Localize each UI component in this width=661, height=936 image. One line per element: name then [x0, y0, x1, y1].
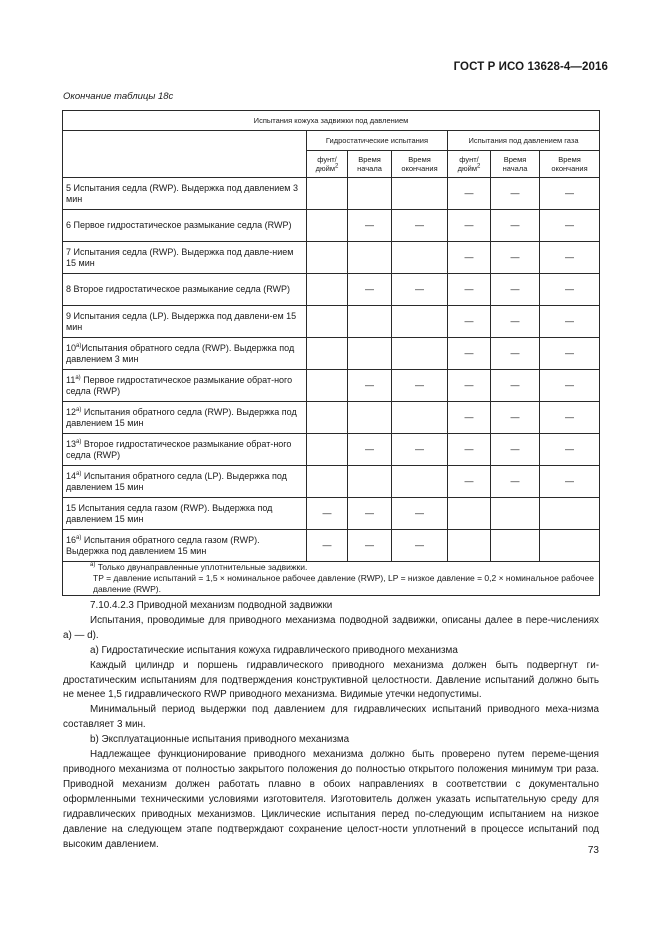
row-cell — [307, 434, 348, 466]
row-cell: — — [448, 466, 491, 498]
row-cell: — — [491, 210, 540, 242]
row-label: 14$^{a)}$ Испытания обратного седла (LP). Выдержка под давлением 15 мин — [63, 466, 307, 498]
test-table — [62, 110, 600, 596]
row-cell — [307, 402, 348, 434]
row-cell — [307, 370, 348, 402]
row-label: 15 Испытания седла газом (RWP). Выдержка под давлением 15 мин — [63, 498, 307, 530]
col-end-gas: Время окончания — [540, 151, 600, 178]
row-label: 8 Второе гидростатическое размыкание седла (RWP) — [63, 274, 307, 306]
row-cell — [307, 274, 348, 306]
list-item-b-heading: b) Эксплуатационные испытания приводного механизма — [90, 734, 350, 746]
row-cell: — — [491, 338, 540, 370]
row-cell — [307, 178, 348, 210]
row-cell: — — [540, 434, 600, 466]
row-cell: — — [448, 210, 491, 242]
row-cell: — — [348, 370, 392, 402]
note-a: $^{a)}$ Только двунаправленные уплотнительные задвижки. — [90, 562, 308, 572]
row-label: 6 Первое гидростатическое размыкание седла (RWP) — [63, 210, 307, 242]
row-label: 7 Испытания седла (RWP). Выдержка под давле-нием 15 мин — [63, 242, 307, 274]
row-cell: — — [540, 338, 600, 370]
row-cell — [307, 210, 348, 242]
row-cell: — — [540, 306, 600, 338]
row-cell — [448, 498, 491, 530]
row-cell — [392, 466, 448, 498]
col-end-hydro: Время окончания — [392, 151, 448, 178]
row-cell — [392, 402, 448, 434]
row-cell: — — [392, 434, 448, 466]
row-cell: — — [348, 530, 392, 562]
table-rows — [63, 178, 600, 562]
row-cell: — — [491, 178, 540, 210]
row-cell: — — [540, 274, 600, 306]
row-cell: — — [448, 242, 491, 274]
row-cell — [491, 498, 540, 530]
row-cell: — — [392, 274, 448, 306]
row-cell: — — [348, 274, 392, 306]
row-label: 11$^{a)}$ Первое гидростатическое размыкание обрат-ного седла (RWP) — [63, 370, 307, 402]
col-start-hydro: Время начала — [348, 151, 392, 178]
paragraph: Минимальный период выдержки под давлением для гидравлических испытаний приводного меха-низма составляет 3 мин. — [63, 704, 599, 731]
row-cell — [307, 466, 348, 498]
row-cell: — — [491, 274, 540, 306]
table-row — [63, 338, 600, 370]
table-row — [63, 210, 600, 242]
row-cell: — — [491, 434, 540, 466]
note-tp: TP = давление испытаний = 1,5 × номинальное рабочее давление (RWP), LP = низкое давление = 0,2 × номинальное рабочее давление (RWP). — [93, 573, 594, 594]
table-row — [63, 242, 600, 274]
row-label: 9 Испытания седла (LP). Выдержка под давлени-ем 15 мин — [63, 306, 307, 338]
group-hydro-header: Гидростатические испытания — [307, 131, 448, 151]
row-cell — [348, 242, 392, 274]
standard-code: ГОСТ Р ИСО 13628-4—2016 — [453, 61, 608, 73]
table-row — [63, 434, 600, 466]
col-psi-gas: фунт/ дюйм$^2$ — [448, 151, 491, 178]
row-cell: — — [540, 466, 600, 498]
table-row — [63, 402, 600, 434]
row-cell: — — [348, 210, 392, 242]
table-row — [63, 178, 600, 210]
table-row — [63, 466, 600, 498]
group-gas-header: Испытания под давлением газа — [448, 131, 600, 151]
row-cell: — — [540, 210, 600, 242]
row-label: 10$^{a)}$Испытания обратного седла (RWP). Выдержка под давлением 3 мин — [63, 338, 307, 370]
table-row — [63, 530, 600, 562]
row-label: 5 Испытания седла (RWP). Выдержка под давлением 3 мин — [63, 178, 307, 210]
table-row — [63, 498, 600, 530]
row-cell: — — [491, 242, 540, 274]
page-number: 73 — [587, 845, 599, 856]
section-heading: 7.10.4.2.3 Приводной механизм подводной задвижки — [90, 600, 333, 611]
table-row — [63, 274, 600, 306]
row-cell — [348, 466, 392, 498]
row-cell — [348, 402, 392, 434]
paragraph: Каждый цилиндр и поршень гидравлического приводного механизма должен быть подвергнут ги-дростатическим испытаниям для подтверждения конструктивной целостности. Давление испытаний должно быть не менее 1,5 гидравлического RWP приводного механизма. Видимые утечки недопустимы. — [63, 659, 599, 701]
row-cell — [491, 530, 540, 562]
table-row — [63, 370, 600, 402]
row-cell — [348, 306, 392, 338]
row-cell: — — [540, 242, 600, 274]
row-cell: — — [307, 530, 348, 562]
row-cell: — — [491, 370, 540, 402]
col-start-gas: Время начала — [491, 151, 540, 178]
row-cell — [348, 178, 392, 210]
table-row — [63, 306, 600, 338]
row-cell: — — [448, 306, 491, 338]
body-text — [63, 599, 599, 852]
row-cell: — — [448, 402, 491, 434]
row-cell: — — [491, 466, 540, 498]
row-cell: — — [540, 402, 600, 434]
row-cell: — — [348, 498, 392, 530]
row-cell: — — [392, 210, 448, 242]
row-cell: — — [491, 402, 540, 434]
row-cell — [448, 530, 491, 562]
row-cell — [307, 242, 348, 274]
row-cell: — — [307, 498, 348, 530]
row-cell — [307, 306, 348, 338]
row-cell — [307, 338, 348, 370]
header-empty — [63, 131, 307, 178]
table-notes — [63, 562, 600, 596]
row-cell — [540, 498, 600, 530]
row-cell: — — [392, 530, 448, 562]
row-cell: — — [448, 338, 491, 370]
row-label: 12$^{a)}$ Испытания обратного седла (RWP). Выдержка под давлением 15 мин — [63, 402, 307, 434]
row-cell: — — [392, 498, 448, 530]
row-cell — [392, 306, 448, 338]
row-cell — [392, 242, 448, 274]
paragraph: Надлежащее функционирование приводного механизма должно быть проверено путем переме-щения приводного механизма от полностью закрытого положения до полностью открытого положения минимум три раза. Приводной механизм должен работать плавно в обоих направлениях в соответствии с документально оформленными техническими условиями изготовителя. Изготовитель должен указать испытательную среду для гидравлических приводных механизмов. Циклические испытания перед по-следующим испытанием на низкое давление на следующем этапе подтверждают сохранение целост-ности уплотнений в процессе испытаний под высоким давлением. — [63, 749, 599, 850]
row-cell: — — [448, 370, 491, 402]
row-cell: — — [540, 178, 600, 210]
row-cell: — — [448, 178, 491, 210]
row-cell — [392, 338, 448, 370]
col-psi-hydro: фунт/ дюйм$^2$ — [307, 151, 348, 178]
row-cell: — — [348, 434, 392, 466]
row-cell: — — [392, 370, 448, 402]
paragraph: Испытания, проводимые для приводного механизма подводной задвижки, описаны далее в пере-числениях а) — d). — [63, 614, 599, 641]
row-cell: — — [540, 370, 600, 402]
row-label: 16$^{a)}$ Испытания обратного седла газом (RWP). Выдержка под давлением 15 мин — [63, 530, 307, 562]
row-cell: — — [491, 306, 540, 338]
row-cell: — — [448, 434, 491, 466]
row-cell: — — [448, 274, 491, 306]
row-cell — [348, 338, 392, 370]
row-cell — [392, 178, 448, 210]
list-item-a-heading: а) Гидростатические испытания кожуха гидравлического приводного механизма — [90, 644, 458, 656]
table-title: Испытания кожуха задвижки под давлением — [63, 111, 600, 131]
row-label: 13$^{a)}$ Второе гидростатическое размыкание обрат-ного седла (RWP) — [63, 434, 307, 466]
table-caption: Окончание таблицы 18с — [63, 91, 174, 102]
row-cell — [540, 530, 600, 562]
